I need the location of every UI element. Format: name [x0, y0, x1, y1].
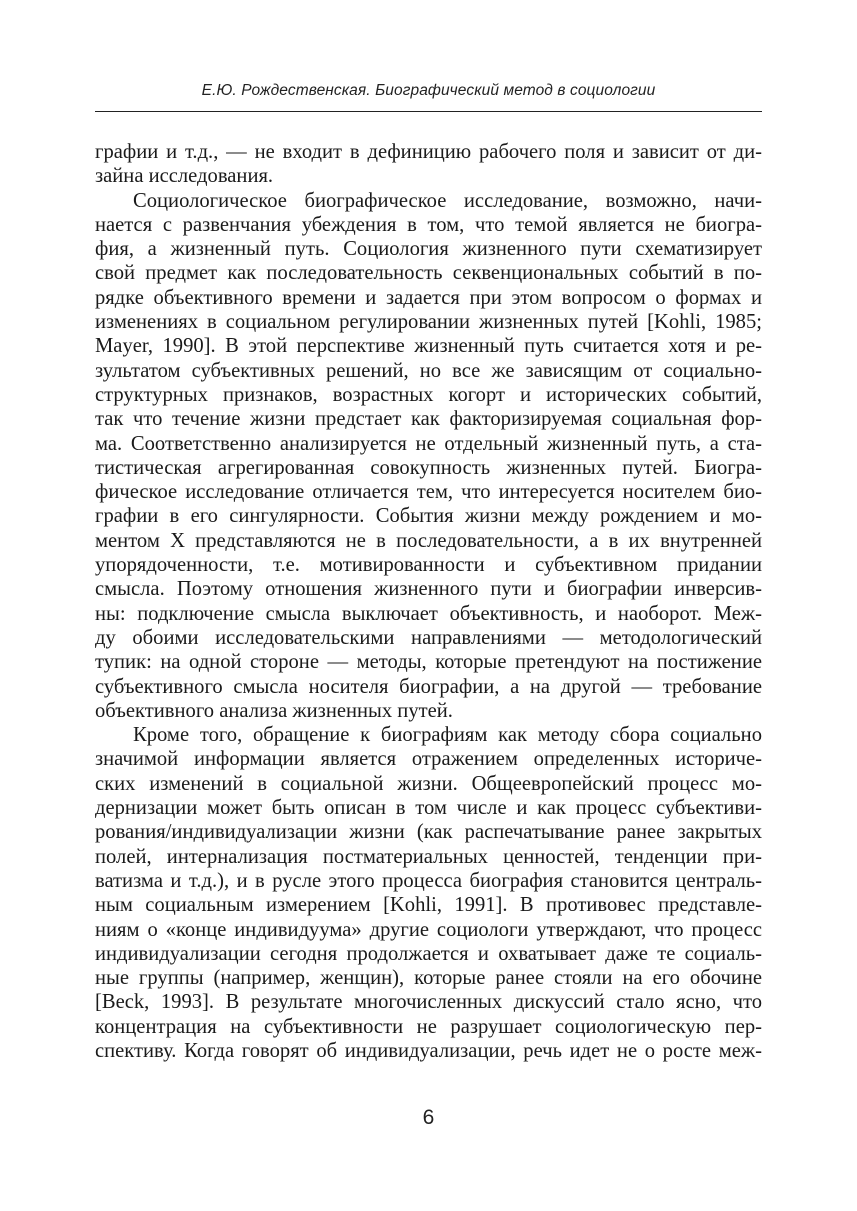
text-line: нается с развенчания убеждения в том, что темой является не биогра-: [95, 213, 762, 236]
text-line: [Beck, 1993]. В результате многочисленных дискуссий стало ясно, что: [95, 991, 762, 1014]
text-line: объективного анализа жизненных путей.: [95, 699, 453, 722]
text-line: зультатом субъективных решений, но все же зависящим от социально-: [95, 359, 762, 382]
text-line: структурных признаков, возрастных когорт и исторических событий,: [95, 383, 762, 406]
text-line: ные группы (например, женщин), которые ранее стояли на его обочине: [95, 967, 762, 990]
text-line: свой предмет как последовательность секвенциональных событий в по-: [95, 262, 762, 285]
paragraph: [95, 189, 762, 724]
paragraph: [95, 723, 762, 1063]
body-text: [95, 140, 762, 1063]
text-line: смысла. Поэтому отношения жизненного пути и биографии инверсив-: [95, 578, 762, 601]
text-line: Mayer, 1990]. В этой перспективе жизненный путь считается хотя и ре-: [95, 335, 762, 358]
text-line: ниям о «конце индивидуума» другие социологи утверждают, что процесс: [95, 918, 762, 941]
text-line: так что течение жизни предстает как факторизируемая социальная фор-: [95, 408, 762, 431]
text-line: значимой информации является отражением определенных историче-: [95, 748, 762, 771]
text-line: упорядоченности, т.е. мотивированности и субъективном придании: [95, 554, 762, 577]
text-line: Социологическое биографическое исследование, возможно, начи-: [133, 189, 762, 212]
text-line: изменениях в социальном регулировании жизненных путей [Kohli, 1985;: [95, 311, 762, 334]
text-line: графии и т.д., — не входит в дефиницию рабочего поля и зависит от ди-: [95, 141, 762, 163]
text-line: рования/индивидуализации жизни (как распечатывание ранее закрытых: [95, 821, 762, 844]
text-line: индивидуализации сегодня продолжается и охватывает даже те социаль-: [95, 942, 762, 965]
text-line: зайна исследования.: [95, 165, 274, 188]
text-line: тупик: на одной стороне — методы, которые претендуют на постижение: [95, 651, 762, 674]
text-line: ду обоими исследовательскими направлениями — методологический: [95, 626, 762, 649]
text-line: фическое исследование отличается тем, что интересуется носителем био-: [95, 481, 762, 504]
text-line: фия, а жизненный путь. Социология жизненного пути схематизирует: [95, 238, 762, 261]
paragraph: [95, 140, 762, 189]
page-number: 6: [422, 1106, 435, 1129]
text-line: рядке объективного времени и задается при этом вопросом о формах и: [95, 286, 762, 309]
text-line: полей, интернализация постматериальных ценностей, тенденции при-: [95, 845, 762, 868]
text-line: ментом Х представляются не в последовательности, а в их внутренней: [95, 529, 762, 552]
text-line: концентрация на субъективности не разрушает социологическую пер-: [95, 1015, 762, 1038]
text-line: ских изменений в социальной жизни. Общеевропейский процесс мо-: [95, 772, 762, 795]
text-line: тистическая агрегированная совокупность жизненных путей. Биогра-: [95, 456, 762, 479]
header-rule: [95, 111, 762, 112]
text-line: ватизма и т.д.), и в русле этого процесса биография становится централь-: [95, 869, 762, 892]
text-line: ма. Соответственно анализируется не отдельный жизненный путь, а ста-: [95, 432, 762, 455]
running-title: Е.Ю. Рождественская. Биографический метод в социологии: [201, 82, 656, 99]
text-line: Кроме того, обращение к биографиям как методу сбора социально: [133, 724, 762, 747]
text-line: спективу. Когда говорят об индивидуализации, речь идет не о росте меж-: [95, 1039, 762, 1062]
text-line: ным социальным измерением [Kohli, 1991]. В противовес представле-: [95, 894, 762, 917]
text-line: дернизации может быть описан в том числе и как процесс субъективи-: [95, 797, 762, 820]
text-line: субъективного смысла носителя биографии, а на другой — требование: [95, 675, 762, 698]
text-line: ны: подключение смысла выключает объективность, и наоборот. Меж-: [95, 602, 762, 625]
text-line: графии в его сингулярности. События жизни между рождением и мо-: [95, 505, 762, 528]
